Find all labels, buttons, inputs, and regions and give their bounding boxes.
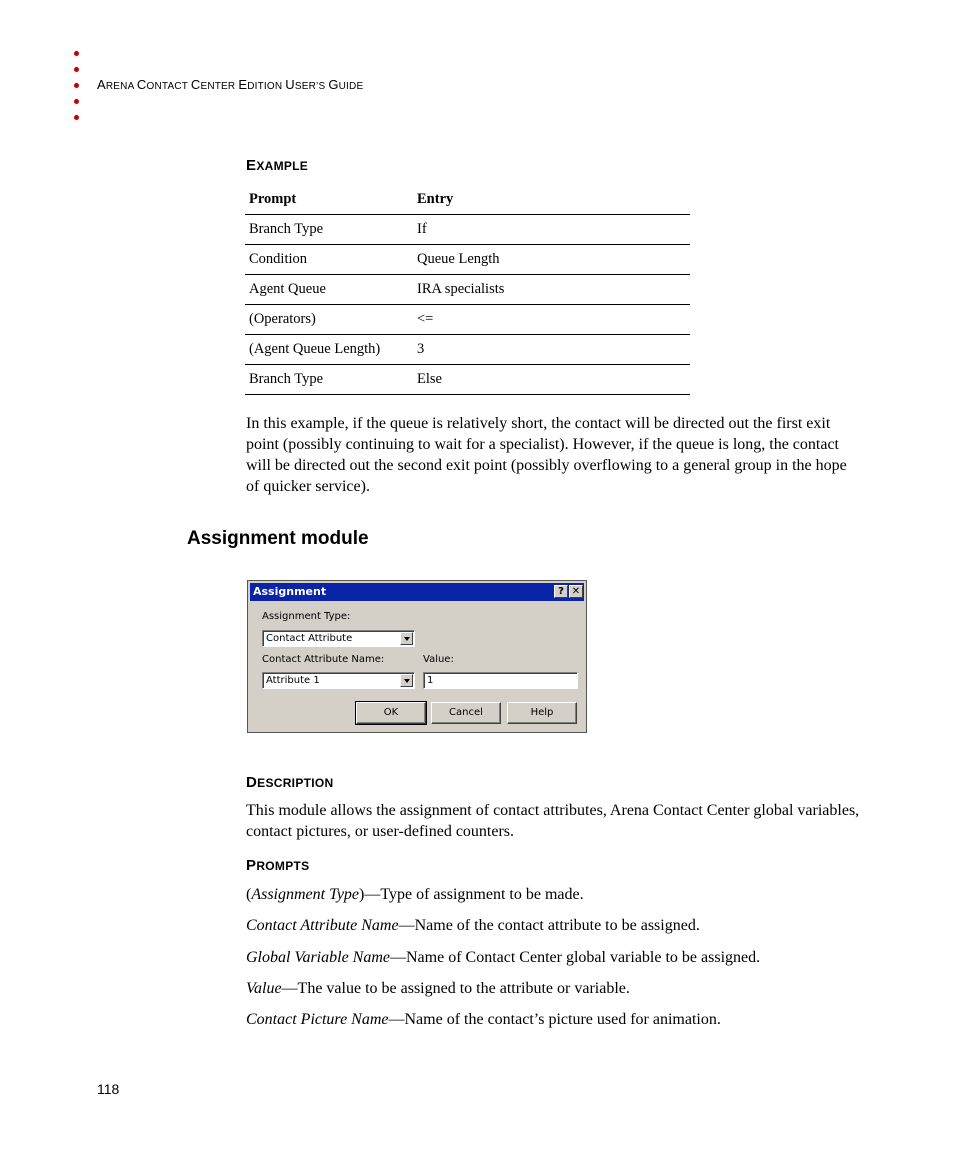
help-button[interactable]: Help [507,702,577,724]
assignment-dialog [247,580,587,733]
dialog-title: Assignment [253,585,327,598]
assignment-type-value: Contact Attribute [266,633,353,644]
cancel-button[interactable]: Cancel [431,702,501,724]
prompt-item [246,948,760,968]
section-title: Assignment module [187,528,369,549]
table-row [245,365,690,395]
prompt-description: —Type of assignment to be made. [364,886,584,903]
prompt-term: Value [246,980,282,997]
table-cell: IRA specialists [413,275,690,305]
table-cell: 3 [413,335,690,365]
attribute-name-label: Contact Attribute Name: [262,654,385,665]
column-header-entry: Entry [413,185,690,215]
table-row [245,305,690,335]
prompt-description: —Name of the contact attribute to be assigned. [398,917,700,934]
bullet-icon [74,115,79,120]
table-cell: (Agent Queue Length) [245,335,413,365]
example-heading: EXAMPLE [246,157,309,174]
attribute-name-value: Attribute 1 [266,675,320,686]
chevron-down-icon[interactable] [400,674,413,687]
prompt-item [246,1010,721,1030]
table-cell: Queue Length [413,245,690,275]
table-cell: If [413,215,690,245]
table-cell: Branch Type [245,365,413,395]
table-row [245,245,690,275]
bullet-icon [74,83,79,88]
attribute-name-dropdown[interactable] [262,672,415,689]
value-input-text: 1 [427,675,434,686]
chevron-down-icon[interactable] [400,632,413,645]
prompt-description: —The value to be assigned to the attribute or variable. [281,980,630,997]
table-row [245,275,690,305]
table-cell: Branch Type [245,215,413,245]
table-header-row [245,185,690,215]
table-cell: Condition [245,245,413,275]
prompt-term: Assignment Type [251,886,360,903]
table-row [245,335,690,365]
table-cell: Agent Queue [245,275,413,305]
prompt-term: Global Variable Name [246,949,390,966]
prompt-description: —Name of Contact Center global variable to be assigned. [390,949,761,966]
assignment-type-label: Assignment Type: [262,611,351,622]
prompt-description: —Name of the contact’s picture used for animation. [388,1011,721,1028]
assignment-type-dropdown[interactable] [262,630,415,647]
example-table [245,185,690,395]
prompt-item [246,916,700,936]
table-row [245,215,690,245]
description-heading: DESCRIPTION [246,774,334,791]
value-label: Value: [423,654,454,665]
prompts-heading: PROMPTS [246,857,310,874]
page-number: 118 [97,1081,120,1097]
help-icon[interactable]: ? [554,585,568,598]
table-cell: <= [413,305,690,335]
column-header-prompt: Prompt [245,185,413,215]
bullet-icon [74,51,79,56]
running-head: ARENA CONTACT CENTER EDITION USER’S GUIDE [97,77,364,92]
table-cell: (Operators) [245,305,413,335]
ok-button[interactable]: OK [356,702,426,724]
bullet-icon [74,67,79,72]
prompt-item: (Assignment Type)—Type of assignment to be made. [246,886,584,903]
prompt-term: Contact Attribute Name [246,917,399,934]
description-text: This module allows the assignment of contact attributes, Arena Contact Center global variables, contact pictures, or user-defined counters. [246,802,860,840]
bullet-icon [74,99,79,104]
prompt-item [246,979,630,999]
value-input[interactable] [423,672,578,689]
close-icon[interactable]: ✕ [569,585,583,598]
prompt-term: Contact Picture Name [246,1011,389,1028]
example-paragraph: In this example, if the queue is relatively short, the contact will be directed out the first exit point (possibly continuing to wait for a specialist). However, if the queue is long, the contact will be directed out the second exit point (possibly overflowing to a general group in the hope of quicker service). [246,415,847,495]
dialog-titlebar[interactable] [250,583,584,601]
table-cell: Else [413,365,690,395]
